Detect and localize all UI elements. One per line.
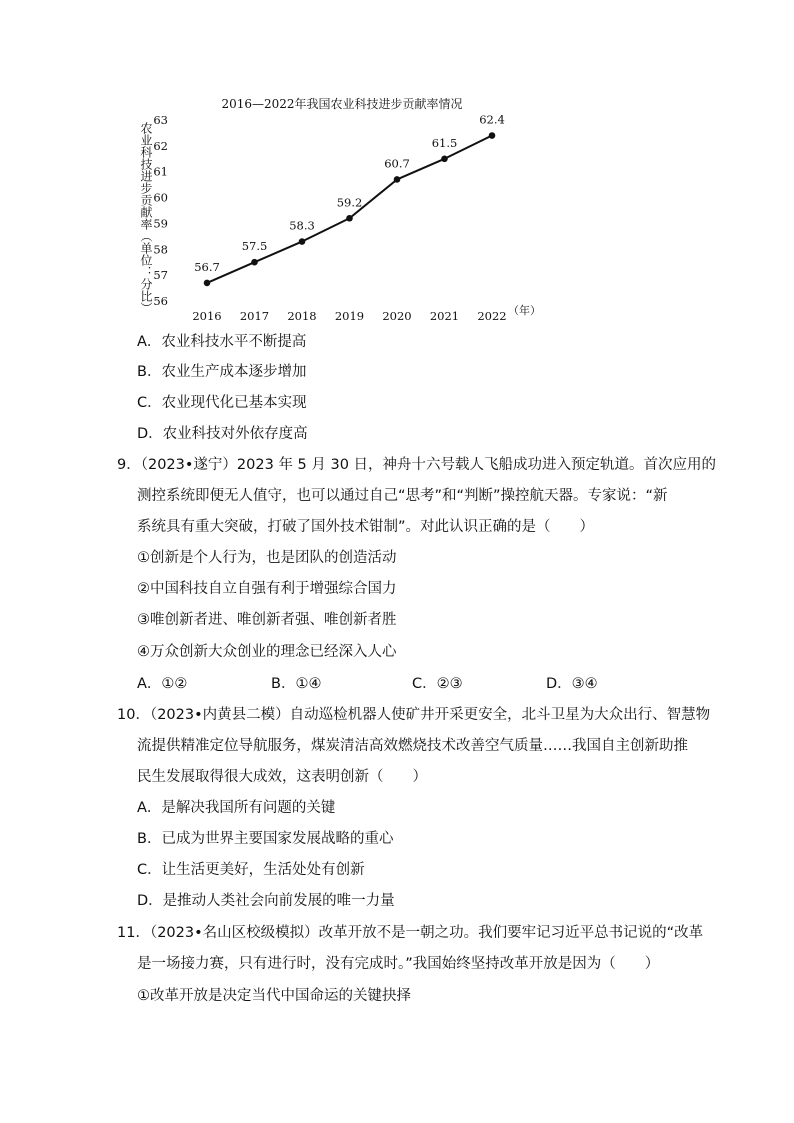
y-tick-label: 56 [153,294,168,308]
q9-choices [137,674,697,694]
data-point [346,215,353,222]
q9-choice-b: B．①④ [271,676,322,692]
q8-option-c: C．农业现代化已基本实现 [137,395,307,411]
data-label: 59.2 [336,195,363,210]
q9-statement-1: ①创新是个人行为，也是团队的创造活动 [137,550,397,566]
x-tick-label: 2019 [334,309,365,323]
data-label: 57.5 [241,239,268,254]
data-label: 61.5 [431,135,458,150]
q11-stem-line-1: 11．（2023•名山区校级模拟）改革开放不是一朝之功。我们要牢记习近平总书记说的“改革 [117,925,704,941]
x-tick-label: 2021 [429,309,460,323]
data-point [441,155,448,162]
y-tick-label: 62 [153,138,168,153]
data-label: 56.7 [194,259,220,274]
y-tick-label: 59 [153,216,168,231]
data-point [489,132,496,139]
x-tick-label: 2017 [239,309,270,323]
data-point [251,259,258,266]
chart-title: 2016—2022年我国农业科技进步贡献率情况 [221,97,463,111]
q9-choice-a: A．①② [137,676,188,692]
q9-stem-line-3: 系统具有重大突破，打破了国外技术钳制”。对此认识正确的是（ ） [137,519,595,535]
q9-statement-4: ④万众创新大众创业的理念已经深入人心 [137,644,397,660]
q9-choice-c: C．②③ [412,676,463,692]
chart-xlabel: （年） [508,304,541,317]
q8-option-b: B．农业生产成本逐步增加 [137,364,307,380]
contribution-rate-line-chart [130,92,570,324]
q9-statement-2: ②中国科技自立自强有利于增强综合国力 [137,581,397,597]
q9-choice-d: D．③④ [546,676,598,692]
y-tick-label: 57 [153,268,168,283]
q10-stem-line-3: 民生发展取得很大成效，这表明创新（ ） [137,769,427,785]
q9-stem-line-1: 9．（2023•遂宁）2023 年 5 月 30 日，神舟十六号载人飞船成功进入预定轨道。首次应用的 [117,457,717,473]
data-point [299,238,306,245]
q8-option-d: D．农业科技对外依存度高 [137,426,308,442]
q10-stem-line-1: 10．（2023•内黄县二模）自动巡检机器人使矿井开采更安全，北斗卫星为大众出行、智慧物 [117,707,711,723]
x-tick-label: 2020 [382,309,412,323]
y-tick-label: 63 [153,113,168,127]
x-tick-label: 2018 [287,309,317,323]
data-label: 58.3 [289,218,315,233]
q11-statement-1: ①改革开放是决定当代中国命运的关键抉择 [137,988,411,1004]
q9-statement-3: ③唯创新者进、唯创新者强、唯创新者胜 [137,612,397,628]
q11-stem-line-2: 是一场接力赛，只有进行时，没有完成时。”我国始终坚持改革开放是因为（ ） [137,956,660,972]
data-point [204,280,211,287]
data-label: 62.4 [479,112,505,127]
chart-ylabel: 农业科技进步贡献率（单位：分比） [139,122,153,314]
data-label: 60.7 [384,156,410,171]
x-tick-label: 2022 [477,309,507,323]
q10-option-d: D．是推动人类社会向前发展的唯一力量 [137,893,395,909]
q8-option-a: A．农业科技水平不断提高 [137,334,307,350]
q9-stem-line-2: 测控系统即便无人值守，也可以通过自己“思考”和“判断”操控航天器。专家说：“新 [137,488,668,504]
y-tick-label: 60 [153,190,168,205]
q10-stem-line-2: 流提供精准定位导航服务，煤炭清洁高效燃烧技术改善空气质量……我国自主创新助推 [137,738,688,754]
y-tick-label: 58 [153,242,168,257]
q10-option-b: B．已成为世界主要国家发展战略的重心 [137,831,394,847]
y-tick-label: 61 [153,164,168,179]
q10-option-a: A．是解决我国所有问题的关键 [137,800,336,816]
x-tick-label: 2016 [192,309,222,323]
q10-option-c: C．让生活更美好，生活处处有创新 [137,862,365,878]
data-point [394,176,401,183]
